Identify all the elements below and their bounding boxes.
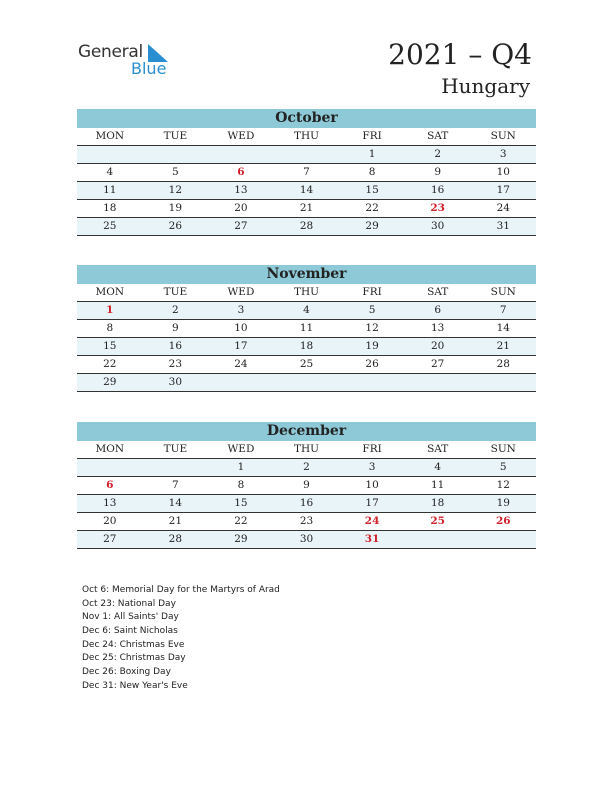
day-cell: 20 <box>430 340 445 352</box>
holiday-entry: Dec 26: Boxing Day <box>82 667 171 678</box>
day-cell: 4 <box>303 304 310 316</box>
weekday-label: WED <box>227 443 255 455</box>
page-title: 2021 – Q4 <box>388 38 532 71</box>
week-row <box>77 218 536 236</box>
day-cell: 9 <box>434 166 442 178</box>
day-cell: 29 <box>365 220 379 232</box>
day-cell: 14 <box>496 322 510 334</box>
weekday-label: THU <box>294 286 320 298</box>
day-cell: 15 <box>103 340 117 352</box>
month-november <box>77 265 536 392</box>
day-cell <box>274 146 340 163</box>
day-cell: 17 <box>496 184 510 196</box>
weekday-header-row <box>77 284 536 302</box>
day-cell: 8 <box>106 322 114 334</box>
day-cell: 30 <box>430 220 445 232</box>
holiday-entry: Nov 1: All Saints' Day <box>82 612 179 623</box>
day-cell: 27 <box>430 358 445 370</box>
day-cell: 30 <box>168 376 183 388</box>
week-row <box>77 531 536 549</box>
day-cell: 3 <box>237 304 245 316</box>
day-cell: 21 <box>168 515 183 527</box>
week-row <box>77 302 536 320</box>
day-cell: 3 <box>499 148 507 160</box>
day-cell: 25 <box>103 220 117 232</box>
day-cell: 16 <box>299 497 314 509</box>
day-cell: 1 <box>237 461 245 473</box>
day-cell: 20 <box>234 202 248 214</box>
day-cell: 13 <box>103 497 117 509</box>
day-cell: 22 <box>234 515 248 527</box>
weekday-label: SAT <box>427 443 449 455</box>
weekday-label: MON <box>95 443 125 455</box>
day-cell: 3 <box>368 461 376 473</box>
week-row <box>77 356 536 374</box>
holiday-day-cell: 1 <box>106 304 114 316</box>
day-cell: 23 <box>299 515 314 527</box>
holiday-entry: Dec 31: New Year's Eve <box>82 680 188 691</box>
week-row <box>77 146 536 164</box>
day-cell: 5 <box>499 461 507 473</box>
week-row <box>77 200 536 218</box>
day-cell: 7 <box>172 479 179 491</box>
weekday-label: WED <box>227 286 255 298</box>
day-cell: 12 <box>168 184 183 196</box>
weekday-label: SUN <box>490 286 516 298</box>
day-cell: 5 <box>368 304 376 316</box>
holiday-day-cell: 26 <box>495 515 511 527</box>
holiday-entry: Oct 6: Memorial Day for the Martyrs of Arad <box>82 585 280 595</box>
day-cell <box>470 374 536 391</box>
week-row <box>77 477 536 495</box>
day-cell: 27 <box>103 533 117 545</box>
day-cell: 2 <box>434 148 442 160</box>
week-row <box>77 374 536 392</box>
day-cell <box>77 459 143 476</box>
day-cell: 11 <box>430 479 445 491</box>
day-cell: 17 <box>365 497 379 509</box>
week-row <box>77 495 536 513</box>
week-row <box>77 320 536 338</box>
day-cell: 29 <box>103 376 117 388</box>
weekday-header-row <box>77 441 536 459</box>
holiday-entry: Oct 23: National Day <box>82 598 176 609</box>
day-cell <box>143 459 209 476</box>
logo <box>78 42 178 82</box>
day-cell: 8 <box>237 479 245 491</box>
day-cell: 19 <box>168 202 183 214</box>
holiday-entry: Dec 6: Saint Nicholas <box>82 626 178 637</box>
weekday-label: THU <box>294 130 320 142</box>
weekday-label: TUE <box>163 443 188 455</box>
day-cell: 28 <box>496 358 510 370</box>
day-cell: 20 <box>103 515 117 527</box>
day-cell <box>143 146 209 163</box>
day-cell: 25 <box>299 358 314 370</box>
week-row <box>77 164 536 182</box>
month-title: December <box>77 422 536 441</box>
day-cell: 18 <box>299 340 314 352</box>
day-cell: 9 <box>172 322 179 334</box>
day-cell: 9 <box>303 479 310 491</box>
day-cell: 6 <box>434 304 442 316</box>
weekday-label: WED <box>227 130 255 142</box>
day-cell: 11 <box>103 184 117 196</box>
day-cell: 15 <box>365 184 379 196</box>
day-cell: 11 <box>299 322 314 334</box>
day-cell <box>77 146 143 163</box>
weekday-label: FRI <box>362 443 382 455</box>
day-cell: 24 <box>496 202 510 214</box>
logo-blue-text: Blue <box>131 59 167 78</box>
day-cell <box>405 531 471 548</box>
day-cell: 13 <box>234 184 248 196</box>
weekday-label: TUE <box>163 130 188 142</box>
holiday-day-cell: 25 <box>430 515 445 527</box>
day-cell: 4 <box>434 461 442 473</box>
day-cell: 21 <box>299 202 314 214</box>
weekday-label: MON <box>95 286 125 298</box>
month-title: November <box>77 265 536 284</box>
weekday-label: MON <box>95 130 125 142</box>
day-cell: 10 <box>496 166 510 178</box>
day-cell <box>208 146 274 163</box>
day-cell: 16 <box>430 184 445 196</box>
weekday-label: SUN <box>490 443 516 455</box>
day-cell: 12 <box>365 322 379 334</box>
day-cell: 19 <box>365 340 379 352</box>
day-cell: 8 <box>368 166 376 178</box>
day-cell: 4 <box>106 166 114 178</box>
day-cell: 31 <box>496 220 510 232</box>
day-cell: 14 <box>299 184 314 196</box>
day-cell <box>274 374 340 391</box>
day-cell: 7 <box>499 304 507 316</box>
holiday-day-cell: 6 <box>237 166 245 178</box>
day-cell: 17 <box>234 340 248 352</box>
holiday-day-cell: 31 <box>364 533 380 545</box>
weekday-label: FRI <box>362 130 382 142</box>
week-row <box>77 513 536 531</box>
day-cell: 5 <box>172 166 179 178</box>
day-cell: 2 <box>303 461 310 473</box>
month-october <box>77 109 536 236</box>
day-cell: 27 <box>234 220 248 232</box>
week-row <box>77 182 536 200</box>
week-row <box>77 459 536 477</box>
day-cell <box>405 374 471 391</box>
day-cell: 16 <box>168 340 183 352</box>
holiday-entry: Dec 24: Christmas Eve <box>82 639 185 650</box>
holiday-day-cell: 24 <box>364 515 380 527</box>
holiday-entry: Dec 25: Christmas Day <box>82 653 186 664</box>
day-cell: 30 <box>299 533 314 545</box>
weekday-label: SAT <box>427 130 449 142</box>
day-cell: 10 <box>365 479 379 491</box>
day-cell: 7 <box>303 166 310 178</box>
weekday-label: TUE <box>163 286 188 298</box>
day-cell: 10 <box>234 322 248 334</box>
holiday-day-cell: 23 <box>430 202 445 214</box>
day-cell: 29 <box>234 533 248 545</box>
day-cell: 21 <box>496 340 510 352</box>
weekday-label: THU <box>294 443 320 455</box>
week-row <box>77 338 536 356</box>
day-cell: 28 <box>299 220 314 232</box>
day-cell: 28 <box>168 533 183 545</box>
day-cell: 14 <box>168 497 183 509</box>
weekday-label: SAT <box>427 286 449 298</box>
day-cell: 24 <box>234 358 248 370</box>
day-cell: 13 <box>430 322 445 334</box>
day-cell: 23 <box>168 358 183 370</box>
day-cell <box>470 531 536 548</box>
holiday-list <box>82 584 280 694</box>
weekday-label: FRI <box>362 286 382 298</box>
weekday-header-row <box>77 128 536 146</box>
day-cell: 12 <box>496 479 510 491</box>
month-december <box>77 422 536 549</box>
day-cell: 1 <box>368 148 376 160</box>
logo-general-text: General <box>78 42 143 62</box>
day-cell: 18 <box>103 202 117 214</box>
day-cell <box>339 374 405 391</box>
day-cell <box>208 374 274 391</box>
day-cell: 19 <box>496 497 510 509</box>
day-cell: 15 <box>234 497 248 509</box>
holiday-day-cell: 6 <box>106 479 114 491</box>
month-title: October <box>77 109 536 128</box>
day-cell: 26 <box>365 358 379 370</box>
weekday-label: SUN <box>490 130 516 142</box>
day-cell: 18 <box>430 497 445 509</box>
day-cell: 22 <box>103 358 117 370</box>
day-cell: 26 <box>168 220 183 232</box>
day-cell: 22 <box>365 202 379 214</box>
country-name: Hungary <box>441 74 530 98</box>
day-cell: 2 <box>172 304 179 316</box>
